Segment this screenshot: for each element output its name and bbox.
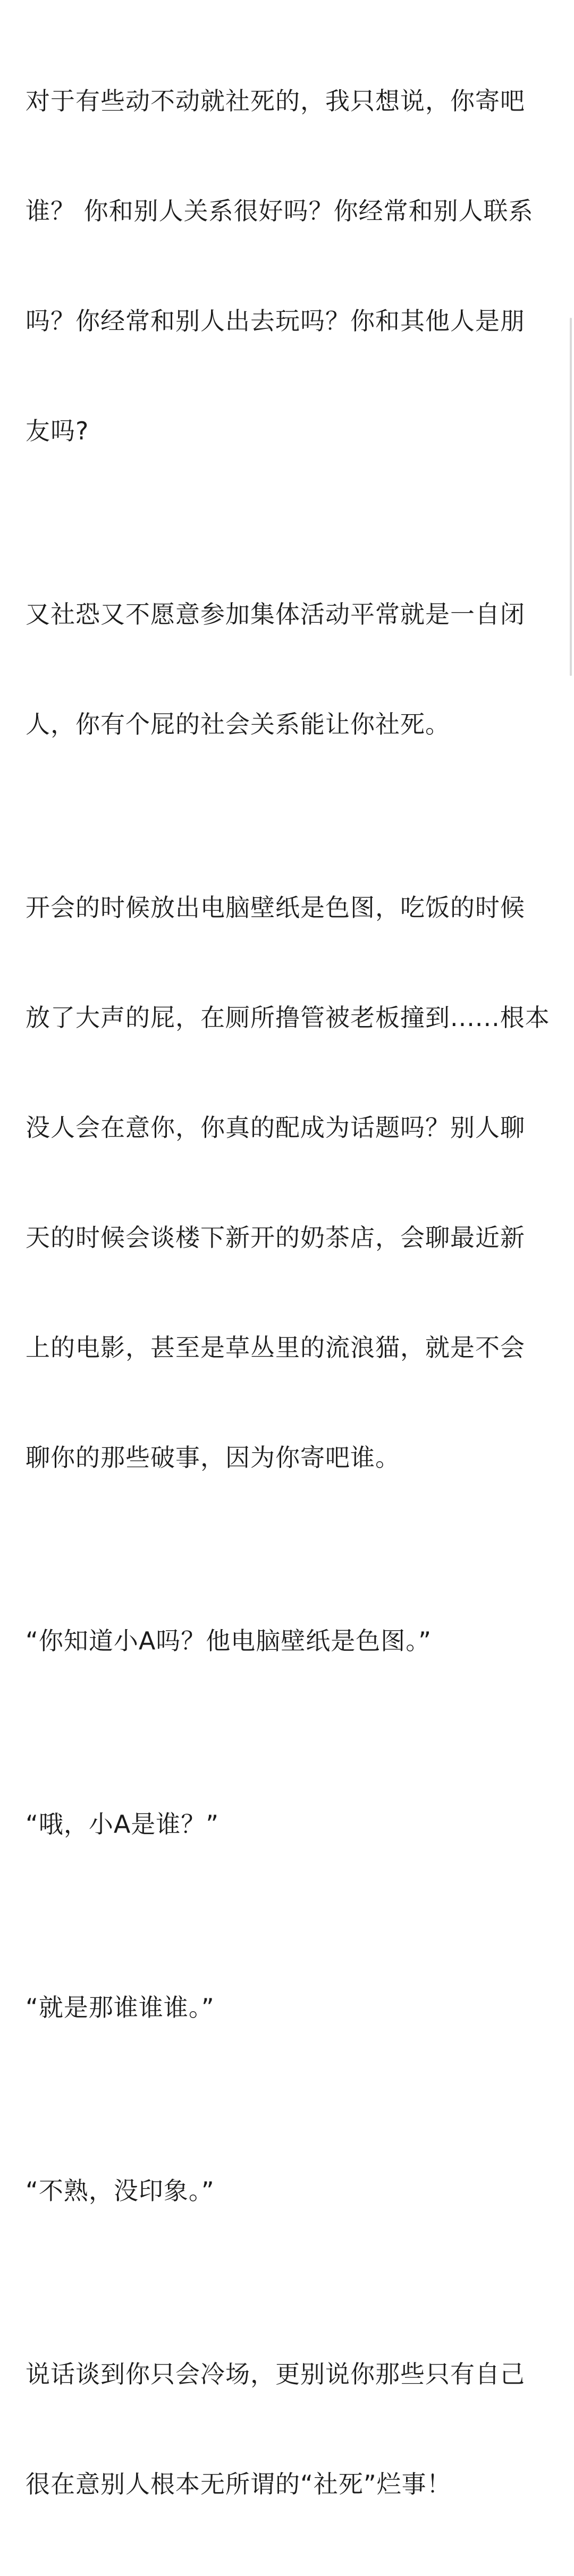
text-line: 放了大声的屁，在厕所撸管被老板撞到......根本 bbox=[26, 1003, 550, 1032]
dialogue-line-2 bbox=[26, 1733, 552, 1916]
paragraph-2 bbox=[26, 523, 552, 816]
text-line: “哦，小A是谁？” bbox=[26, 1810, 220, 1838]
text-line: “你知道小A吗？他电脑壁纸是色图。” bbox=[26, 1626, 432, 1655]
text-line: 很在意别人根本无所谓的“社死”烂事！ bbox=[26, 2470, 452, 2498]
text-line: 开会的时候放出电脑壁纸是色图，吃饭的时候 bbox=[26, 893, 525, 922]
text-line: “不熟，没印象。” bbox=[26, 2176, 215, 2205]
text-line: 聊你的那些破事，因为你寄吧谁。 bbox=[26, 1443, 400, 1472]
paragraph-final bbox=[26, 2283, 552, 2576]
dialogue-line-3 bbox=[26, 1916, 552, 2099]
text-line: 上的电影，甚至是草丛里的流浪猫，就是不会 bbox=[26, 1333, 525, 1362]
dialogue-line-1 bbox=[26, 1549, 552, 1733]
paragraph-3 bbox=[26, 816, 552, 1549]
paragraph-1 bbox=[26, 10, 552, 523]
text-line: 天的时候会谈楼下新开的奶茶店，会聊最近新 bbox=[26, 1223, 525, 1252]
vertical-scrollbar[interactable] bbox=[570, 318, 572, 676]
text-line: 说话谈到你只会冷场，更别说你那些只有自己 bbox=[26, 2360, 525, 2388]
text-line: “就是那谁谁谁。” bbox=[26, 1993, 215, 2022]
text-line: 人，你有个屁的社会关系能让你社死。 bbox=[26, 710, 450, 739]
dialogue-line-4 bbox=[26, 2099, 552, 2283]
text-line: 没人会在意你，你真的配成为话题吗？别人聊 bbox=[26, 1113, 525, 1142]
text-line: 吗？你经常和别人出去玩吗？你和其他人是朋 bbox=[26, 307, 525, 335]
article-body bbox=[26, 10, 552, 2576]
text-line: 谁？ 你和别人关系很好吗？你经常和别人联系 bbox=[26, 197, 534, 225]
text-line: 友吗? bbox=[26, 417, 89, 445]
text-line: 又社恐又不愿意参加集体活动平常就是一自闭 bbox=[26, 600, 525, 629]
text-line: 对于有些动不动就社死的，我只想说，你寄吧 bbox=[26, 87, 525, 115]
